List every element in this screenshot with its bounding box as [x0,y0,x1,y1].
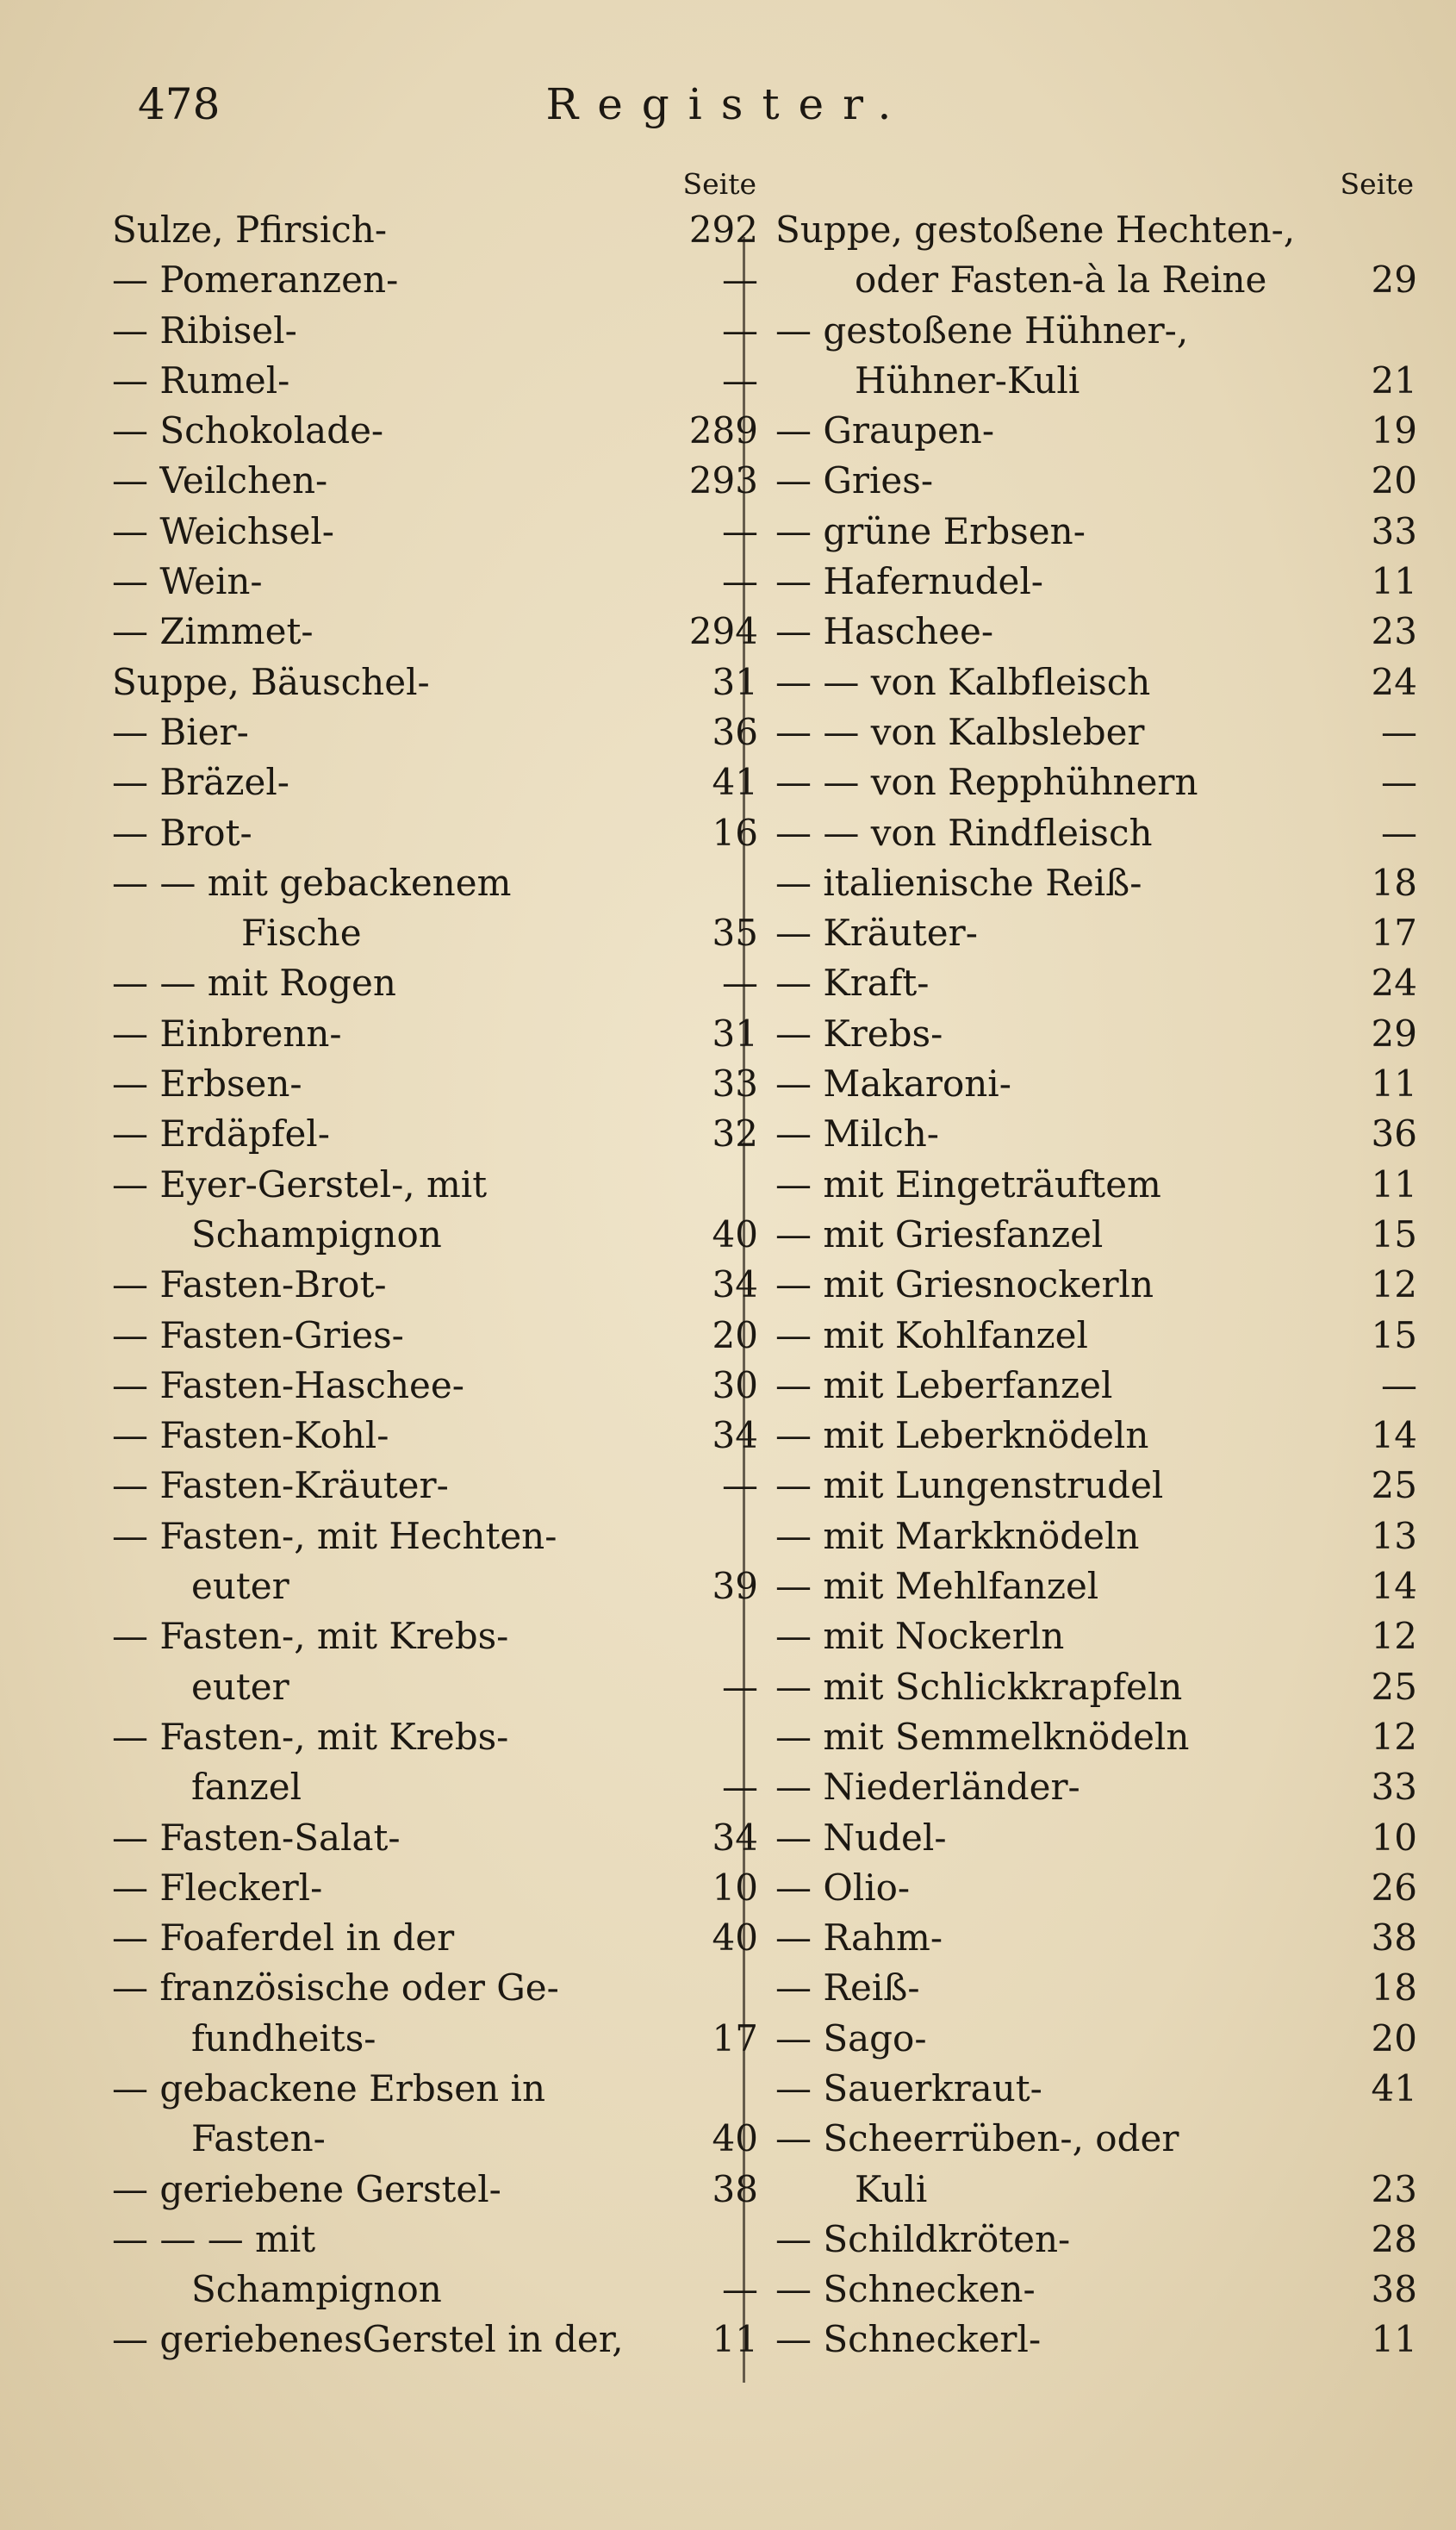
index-entry [775,2014,1417,2064]
index-entry [775,2165,1417,2215]
entry-text: — französische oder Ge- [112,1966,559,2010]
entry-text: — mit Mehlfanzel [775,1565,1099,1608]
entry-text: — mit Leberfanzel [775,1363,1113,1406]
index-entry [775,2315,1417,2365]
entry-page: 24 [1371,962,1417,1005]
index-entry [112,1361,758,1411]
index-entry [775,456,1417,506]
page-header [0,79,1456,148]
entry-page: 293 [688,459,758,502]
index-entry [112,557,758,607]
entry-page: — [722,259,758,302]
index-entry [775,607,1417,657]
index-entry [775,1863,1417,1913]
entry-text: — — von Kalbsleber [775,710,1145,753]
entry-text: — mit Leberknödeln [775,1414,1149,1457]
index-entry [775,2064,1417,2114]
index-entry [112,507,758,557]
index-entry [775,1160,1417,1210]
index-entry [775,1009,1417,1059]
entry-page: — [1381,1363,1417,1406]
entry-page: 14 [1371,1414,1417,1457]
entry-page: — [722,308,758,352]
entry-page: 20 [712,1313,758,1356]
entry-page: 39 [712,1565,758,1608]
entry-text: Fasten- [191,2117,326,2160]
entry-text: — Rahm- [775,1916,943,1960]
index-entry [112,2114,758,2164]
entry-page: 15 [1371,1313,1417,1356]
entry-page: 13 [1371,1514,1417,1557]
index-entry [112,1461,758,1511]
entry-text: euter [191,1665,289,1708]
index-entry [112,2014,758,2064]
index-entry [775,908,1417,958]
entry-page: 19 [1371,409,1417,452]
index-entry [112,1611,758,1661]
entry-page: 29 [1371,259,1417,302]
entry-page: 33 [1371,509,1417,552]
entry-page: 38 [1371,2268,1417,2311]
index-entry [112,1963,758,2013]
index-entry [775,356,1417,406]
index-entry [112,757,758,807]
entry-text: — Haschee- [775,610,994,653]
index-entry [775,557,1417,607]
entry-page: 34 [712,1263,758,1306]
index-entry [112,1009,758,1059]
entry-page: 26 [1371,1866,1417,1909]
entry-text: — Pomeranzen- [112,259,399,302]
index-entry [112,958,758,1008]
entry-text: oder Fasten-à la Reine [855,259,1267,302]
entry-page: — [722,1665,758,1708]
entry-text: — Foaferdel in der [112,1916,455,1960]
index-entries [112,205,758,2365]
entry-page: 11 [712,2318,758,2361]
entry-text: — Eyer-Gerstel-, mit [112,1162,488,1206]
index-entry [775,255,1417,305]
entry-text: — — mit gebackenem [112,861,512,904]
entry-page: 292 [688,209,758,251]
entry-text: — Makaroni- [775,1062,1011,1106]
index-entry [775,1411,1417,1461]
entry-text: — Wein- [112,560,263,603]
index-entry [112,1662,758,1712]
entry-text: — Rumel- [112,358,290,402]
index-entry [775,406,1417,456]
entry-text: — Weichsel- [112,509,334,552]
entry-text: — — von Rindfleisch [775,811,1153,854]
entry-page: 289 [688,409,758,452]
entry-page: 38 [712,2167,758,2210]
entry-page: 25 [1371,1665,1417,1708]
entry-text: — geriebenesGerstel in der, [112,2318,624,2361]
index-entry [112,2215,758,2265]
index-entry [112,1712,758,1762]
index-entry [775,1611,1417,1661]
index-entry [112,858,758,908]
index-entry [775,1311,1417,1361]
index-entry [112,1913,758,1963]
index-entry [112,1762,758,1812]
entry-text: — geriebene Gerstel- [112,2167,501,2210]
entry-page: — [1381,811,1417,854]
index-entry [775,1361,1417,1411]
entry-page: 12 [1371,1263,1417,1306]
entry-page: — [722,1464,758,1507]
index-entry [112,306,758,356]
index-entry [112,657,758,707]
entry-text: Schampignon [191,1212,442,1256]
entry-page: 36 [712,710,758,753]
entry-page: — [722,358,758,402]
entry-text: — mit Lungenstrudel [775,1464,1164,1507]
index-entry [112,255,758,305]
index-entry [775,2265,1417,2315]
entry-page: 38 [1371,1916,1417,1960]
entry-page: 17 [1371,912,1417,955]
entry-page: 10 [712,1866,758,1909]
entry-page: 12 [1371,1615,1417,1658]
index-entry [112,1311,758,1361]
index-entry [112,607,758,657]
index-entry [112,2064,758,2114]
entry-text: — Schokolade- [112,409,384,452]
entry-page: 35 [712,912,758,955]
entry-text: — Erbsen- [112,1062,302,1106]
entry-text: — — mit Rogen [112,962,396,1005]
entry-page: 41 [1371,2066,1417,2109]
entry-text: — Sago- [775,2016,927,2060]
entry-text: — Kräuter- [775,912,978,955]
entry-text: — Fasten-, mit Hechten- [112,1514,557,1557]
index-entry [775,1210,1417,1260]
entry-page: 23 [1371,2167,1417,2210]
entry-text: — mit Griesfanzel [775,1212,1104,1256]
entry-page: 16 [712,811,758,854]
index-entry [775,757,1417,807]
index-entry [775,1260,1417,1310]
seite-label: Seite [1340,167,1414,201]
index-entry [112,2165,758,2215]
entry-text: — Krebs- [775,1012,943,1055]
entry-page: — [722,1766,758,1809]
entry-text: — Sauerkraut- [775,2066,1042,2109]
entry-text: — — von Repphühnern [775,761,1198,804]
entry-text: — Niederländer- [775,1766,1080,1809]
entry-page: 20 [1371,2016,1417,2060]
entry-text: — Nudel- [775,1816,947,1859]
entry-page: 32 [712,1112,758,1156]
entry-page: 11 [1371,1162,1417,1206]
entry-text: Kuli [855,2167,928,2210]
entry-page: 17 [712,2016,758,2060]
entry-text: — gestoßene Hühner-, [775,308,1189,352]
index-entry [775,507,1417,557]
index-entry [112,1863,758,1913]
entry-text: — Gries- [775,459,934,502]
index-entry [112,1561,758,1611]
entry-text: — Ribisel- [112,308,297,352]
index-entry [775,958,1417,1008]
index-entry [775,1109,1417,1159]
entry-page: 41 [712,761,758,804]
index-entry [112,2315,758,2365]
index-entry [775,707,1417,757]
entry-text: — mit Griesnockerln [775,1263,1154,1306]
entry-page: 30 [712,1363,758,1406]
index-entry [112,1210,758,1260]
entry-page: — [722,509,758,552]
entry-text: — Kraft- [775,962,930,1005]
entry-text: — Bier- [112,710,249,753]
entry-text: Hühner-Kuli [855,358,1080,402]
index-entry [112,456,758,506]
entry-page: 31 [712,660,758,703]
entry-text: — Olio- [775,1866,911,1909]
index-entry [775,1461,1417,1511]
entry-page: 21 [1371,358,1417,402]
running-title: Register. [545,79,911,129]
entry-text: — mit Nockerln [775,1615,1065,1658]
index-entry [112,1260,758,1310]
index-entry [775,306,1417,356]
entry-page: 11 [1371,2318,1417,2361]
entry-page: 20 [1371,459,1417,502]
index-entry [775,808,1417,858]
entry-text: — Milch- [775,1112,939,1156]
index-entry [775,1913,1417,1963]
entry-page: 11 [1371,1062,1417,1106]
entry-page: 25 [1371,1464,1417,1507]
entry-text: — Fasten-Haschee- [112,1363,464,1406]
index-entry [112,1059,758,1109]
entry-text: — grüne Erbsen- [775,509,1086,552]
index-entry [775,1662,1417,1712]
entry-text: — Fasten-, mit Krebs- [112,1615,509,1658]
entry-text: — Veilchen- [112,459,328,502]
seite-label: Seite [682,167,756,201]
index-entry [775,2215,1417,2265]
entry-text: — Reiß- [775,1966,920,2010]
entry-text: euter [191,1565,289,1608]
entry-text: — Erdäpfel- [112,1112,330,1156]
index-entry [112,406,758,456]
entry-page: — [722,962,758,1005]
entry-page: 29 [1371,1012,1417,1055]
index-entry [112,356,758,406]
index-entry [775,205,1417,255]
entry-page: 28 [1371,2217,1417,2260]
entry-text: — Graupen- [775,409,995,452]
entry-page: 40 [712,1212,758,1256]
entry-text: — gebackene Erbsen in [112,2066,546,2109]
index-entry [112,808,758,858]
entry-text: — Bräzel- [112,761,289,804]
entry-page: 36 [1371,1112,1417,1156]
entry-text: — Fasten-, mit Krebs- [112,1715,509,1758]
index-entry [112,1160,758,1210]
entry-page: 12 [1371,1715,1417,1758]
entry-text: — mit Semmelknödeln [775,1715,1190,1758]
index-entry [112,1511,758,1561]
entry-page: 14 [1371,1565,1417,1608]
index-entry [775,1762,1417,1812]
index-entry [112,2265,758,2315]
entry-page: 15 [1371,1212,1417,1256]
entry-text: — mit Schlickkrapfeln [775,1665,1183,1708]
entry-text: — Brot- [112,811,252,854]
entry-text: — mit Kohlfanzel [775,1313,1088,1356]
index-entry [112,205,758,255]
entry-text: — Fasten-Kohl- [112,1414,389,1457]
entry-page: 34 [712,1816,758,1859]
index-entry [775,858,1417,908]
entry-text: — Fasten-Gries- [112,1313,404,1356]
entry-page: 34 [712,1414,758,1457]
entry-page: 40 [712,1916,758,1960]
entry-page: — [722,560,758,603]
entry-text: — — — mit [112,2217,316,2260]
entry-text: Fische [241,912,362,955]
entry-text: — Zimmet- [112,610,314,653]
index-entries [775,205,1417,2365]
entry-text: — Scheerrüben-, oder [775,2117,1179,2160]
entry-text: — Fleckerl- [112,1866,323,1909]
entry-page: — [1381,710,1417,753]
entry-text: — Einbrenn- [112,1012,342,1055]
entry-text: — Schneckerl- [775,2318,1042,2361]
index-entry [112,1813,758,1863]
entry-page: 11 [1371,560,1417,603]
entry-page: 10 [1371,1816,1417,1859]
entry-text: Sulze, Pfirsich- [112,209,388,251]
entry-text: — mit Eingeträuftem [775,1162,1161,1206]
entry-page: 33 [712,1062,758,1106]
entry-text: — Hafernudel- [775,560,1043,603]
entry-page: 18 [1371,861,1417,904]
index-entry [112,1109,758,1159]
entry-text: — Fasten-Brot- [112,1263,387,1306]
entry-page: 23 [1371,610,1417,653]
index-entry [775,1059,1417,1109]
entry-text: — Fasten-Kräuter- [112,1464,449,1507]
entry-text: Suppe, gestoßene Hechten-, [775,209,1296,251]
index-entry [112,1411,758,1461]
entry-text: fundheits- [191,2016,376,2060]
entry-page: 24 [1371,660,1417,703]
entry-text: — italienische Reiß- [775,861,1142,904]
index-entry [112,707,758,757]
entry-text: Suppe, Bäuschel- [112,660,430,703]
entry-page: 33 [1371,1766,1417,1809]
entry-text: — mit Markknödeln [775,1514,1140,1557]
entry-page: 294 [688,610,758,653]
entry-text: — Fasten-Salat- [112,1816,401,1859]
index-entry [775,2114,1417,2164]
index-entry [775,1963,1417,2013]
entry-text: — — von Kalbfleisch [775,660,1151,703]
page-number: 478 [138,79,221,129]
entry-page: — [1381,761,1417,804]
entry-text: Schampignon [191,2268,442,2311]
entry-page: 40 [712,2117,758,2160]
index-entry [775,1813,1417,1863]
entry-page: 31 [712,1012,758,1055]
entry-text: fanzel [191,1766,302,1809]
index-entry [775,1561,1417,1611]
index-entry [775,657,1417,707]
index-entry [775,1511,1417,1561]
index-entry [112,908,758,958]
index-entry [775,1712,1417,1762]
entry-page: — [722,2268,758,2311]
entry-text: — Schnecken- [775,2268,1036,2311]
entry-page: 18 [1371,1966,1417,2010]
entry-text: — Schildkröten- [775,2217,1071,2260]
